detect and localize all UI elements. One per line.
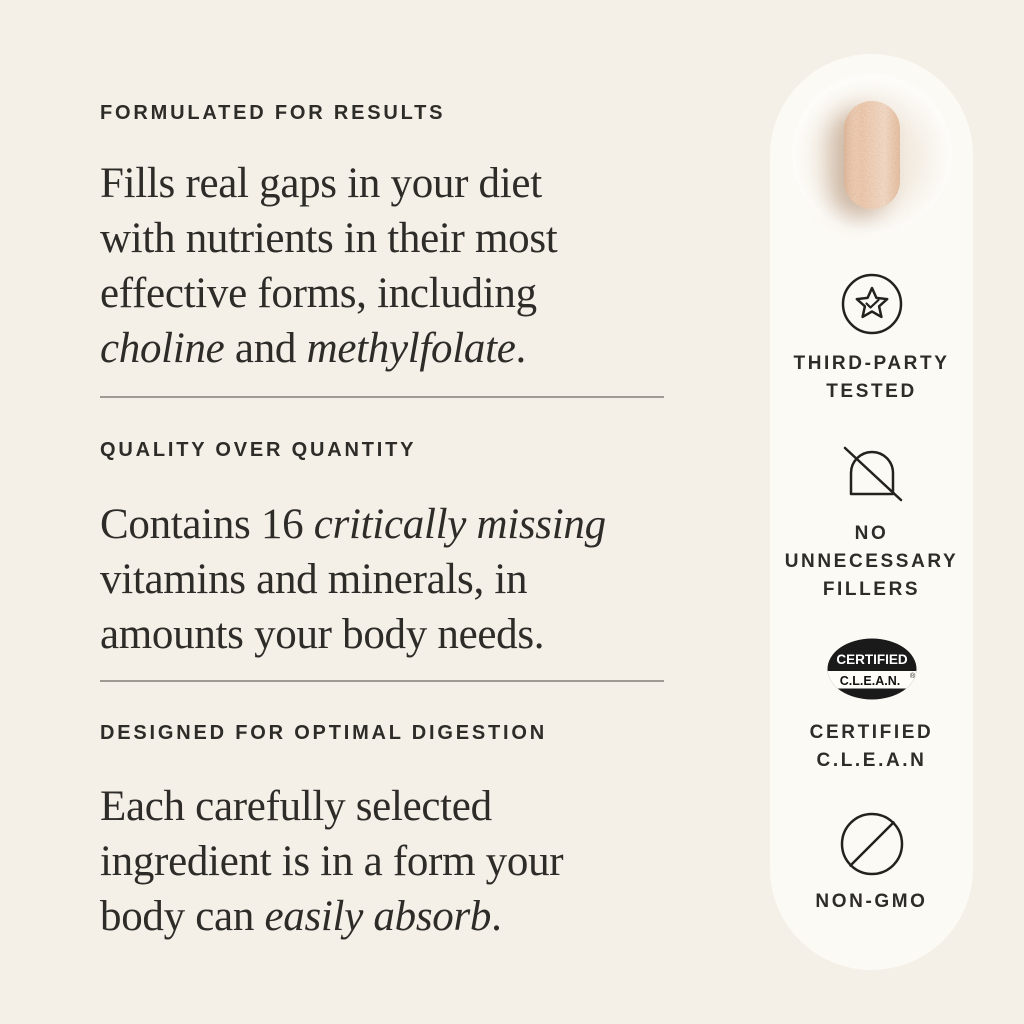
section-eyebrow: QUALITY OVER QUANTITY — [100, 439, 417, 461]
crossed-tablet-icon — [840, 443, 904, 503]
badges-panel — [770, 54, 973, 970]
badge-text-clean: C.L.E.A.N. — [839, 674, 900, 688]
supplement-tablet-image — [843, 100, 901, 210]
registered-mark: ® — [909, 673, 915, 680]
divider — [100, 396, 664, 398]
badge-label-third-party-tested: THIRD-PARTY TESTED — [793, 353, 950, 402]
section-body: Fills real gaps in your diet with nutrients in their most effective forms, including choline and methylfolate. — [100, 160, 558, 372]
section-body: Contains 16 critically missing vitamins and minerals, in amounts your body needs. — [100, 501, 606, 658]
divider — [100, 680, 664, 682]
section-eyebrow: FORMULATED FOR RESULTS — [100, 102, 446, 124]
section-eyebrow: DESIGNED FOR OPTIMAL DIGESTION — [100, 722, 547, 744]
badge-label-non-gmo: NON-GMO — [815, 891, 928, 912]
badge-label-no-unnecessary-fillers: NO UNNECESSARY FILLERS — [784, 523, 959, 600]
badge-text-certified: CERTIFIED — [835, 652, 908, 667]
badge-label-certified-clean: CERTIFIED C.L.E.A.N — [809, 722, 934, 771]
circle-slash-icon — [840, 812, 904, 876]
section-body: Each carefully selected ingredient is in a form your body can easily absorb. — [100, 783, 564, 940]
star-check-circle-icon — [840, 272, 904, 336]
certified-clean-badge — [826, 637, 918, 701]
